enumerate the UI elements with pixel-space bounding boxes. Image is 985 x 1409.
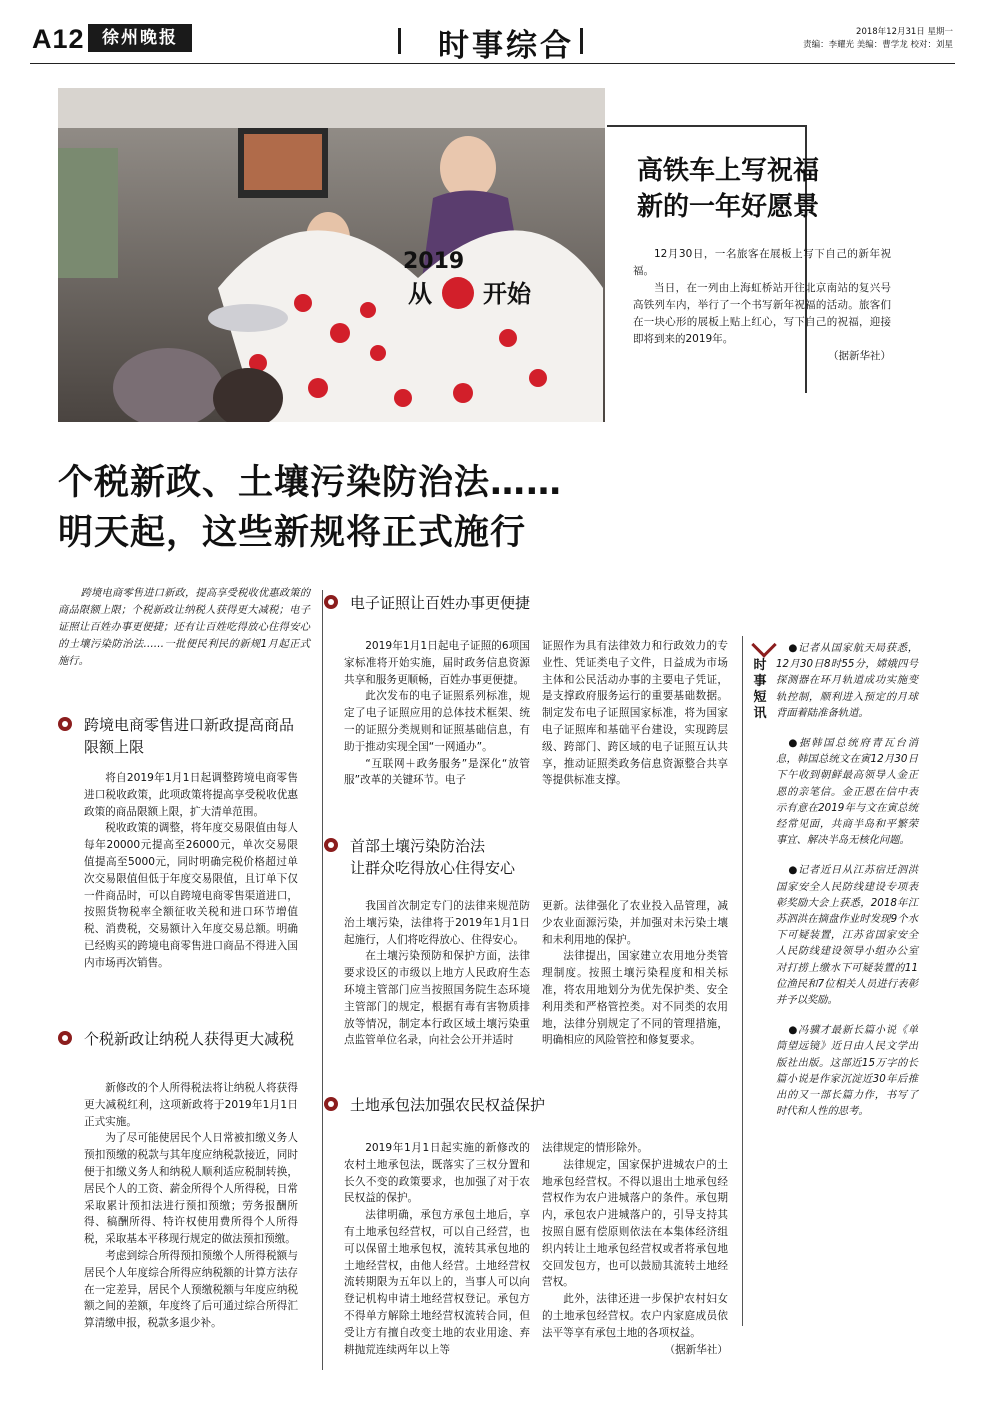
- paragraph: 我国首次制定专门的法律来规范防治土壤污染，法律将于2019年1月1日起施行，人们将吃得放心、住得安心。: [344, 900, 530, 946]
- news-photo: [58, 88, 605, 422]
- paragraph: 2019年1月1日起实施的新修改的农村土地承包法，既落实了三权分置和长久不变的政策要求，也加强了对于农民权益的保护。: [344, 1142, 530, 1205]
- paragraph: 考虑到综合所得预扣预缴个人所得税额与居民个人年度综合所得应纳税额的计算方法存在一定差异，居民个人预缴税额与年度应纳税额之间的差额，年度终了后可通过综合所得汇算清缴申报，税款多退少补。: [84, 1249, 298, 1330]
- section-soil-col2: [542, 898, 728, 1049]
- section-e-license-col2: [542, 638, 728, 789]
- section-e-license-col1: [344, 638, 530, 789]
- bullet-marker-icon: [58, 1031, 72, 1045]
- paragraph: 在土壤污染预防和保护方面，法律要求设区的市级以上地方人民政府生态环境主管部门应当按照国务院生态环境主管部门的规定，根据有毒有害物质排放等情况，制定本行政区域土壤污染重点监管单位名录，向社会公开并适时: [344, 950, 530, 1047]
- paragraph: 法律规定，国家保护进城农户的土地承包经营权。不得以退出土地承包经营权作为农户进城落户的条件。承包期内，承包农户进城落户的，引导支持其按照自愿有偿原则依法在本集体经济组织内转让土地承包经营权或者将承包地交回发包方，也可以鼓励其流转土地经营权。: [542, 1158, 728, 1289]
- paragraph: 为了尽可能使居民个人日常被扣缴义务人预扣预缴的税款与其年度应纳税款接近，同时便于扣缴义务人和纳税人顺利适应税制转换，居民个人的工资、薪金所得个人所得税，日常采取累计预扣法进行预扣预缴；劳务报酬所得、稿酬所得、特许权使用费所得个人所得税，采取基本平移现行规定的做法预扣预缴。: [84, 1132, 298, 1246]
- section-land-col2: [542, 1140, 728, 1358]
- section-land-col1: [344, 1140, 530, 1358]
- main-headline: [58, 458, 562, 558]
- paragraph: 法律明确，承包方承包土地后，享有土地承包经营权，可以自己经营，也可以保留土地承包权，流转其承包地的土地经营权，由他人经营。土地经营权流转期限为五年以上的，当事人可以向登记机构申请土地经营权登记。承包方不得单方解除土地经营权流转合同，但受让方有擅自改变土地的农业用途、弃耕抛荒连续两年以上等: [344, 1209, 530, 1356]
- subhead-text: 土地承包法加强农民权益保护: [350, 1096, 546, 1114]
- headline-line2: 明天起，这些新规将正式施行: [58, 513, 527, 553]
- photo-story-body: [633, 246, 891, 365]
- article-source: （据新华社）: [664, 1343, 728, 1356]
- bullet-marker-icon: [324, 595, 338, 609]
- paragraph: 法律规定的情形除外。: [542, 1142, 648, 1154]
- paper-logo: 徐州晚报: [88, 24, 192, 52]
- header-divider: [580, 28, 583, 54]
- section-income-tax-body: [84, 1080, 298, 1332]
- paragraph: 此外，法律还进一步保护农村妇女的土地承包经营权。农户内家庭成员依法平等享有承包土地的各项权益。: [542, 1293, 728, 1339]
- headline-line1: 个税新政、土壤污染防治法……: [58, 463, 563, 503]
- photo-story-title-line2: 新的一年好愿景: [637, 192, 820, 222]
- bullet-marker-icon: [324, 838, 338, 852]
- section-title: 时事综合: [438, 28, 574, 64]
- header-divider: [398, 28, 401, 54]
- subhead-soil: [350, 835, 730, 879]
- corner-arrow-icon: [751, 632, 776, 657]
- date-text: 2018年12月31日 星期一: [856, 27, 953, 37]
- brief-item: ●据韩国总统府青瓦台消息，韩国总统文在寅12月30日下午收到朝鲜最高领导人金正恩的亲笔信。金正恩在信中表示有意在2019年与文在寅总统经常见面，共商半岛和平繁荣事宜、解决半岛无核化问题。: [776, 737, 918, 847]
- section-cross-border-body: [84, 770, 298, 972]
- bullet-marker-icon: [324, 1097, 338, 1111]
- brief-item: ●记者近日从江苏宿迁泗洪国家安全人民防线建设专项表彰奖励大会上获悉，2018年江苏泗洪在摘盘作业时发现9个水下可疑装置，江苏省国家安全人民防线建设领导小组办公室对打捞上缴水下可疑装置的11位渔民和7位相关人员进行表彰并予以奖励。: [776, 864, 918, 1007]
- brief-item: ●冯骥才最新长篇小说《单筒望远镜》近日由人民文学出版社出版。这部近15万字的长篇小说是作家沉淀近30年后推出的又一部长篇力作，书写了时代和人性的思考。: [776, 1024, 918, 1118]
- brief-item: ●记者从国家航天局获悉，12月30日8时55分，嫦娥四号探测器在环月轨道成功实施变轨控制，顺利进入预定的月球背面着陆准备轨道。: [776, 642, 918, 719]
- subhead-income-tax: [84, 1028, 298, 1050]
- subhead-text: 让群众吃得放心住得安心: [350, 859, 516, 877]
- subhead-text: 首部土壤污染防治法: [350, 837, 486, 855]
- page-number: A12: [32, 24, 85, 54]
- subhead-cross-border: [84, 714, 298, 758]
- paragraph: 2019年1月1日起电子证照的6项国家标准将开始实施，届时政务信息资源共享和服务更顺畅，百姓办事更便捷。: [344, 640, 530, 686]
- photo-story-title-line1: 高铁车上写祝福: [637, 156, 820, 186]
- photo-story-source: （据新华社）: [828, 350, 891, 362]
- news-briefs-label: [752, 636, 776, 722]
- paragraph: 新修改的个人所得税法将让纳税人将获得更大减税红利，这项新政将于2019年1月1日正式实施。: [84, 1082, 298, 1128]
- article-intro: 跨境电商零售进口新政，提高享受税收优惠政策的商品限额上限；个税新政让纳税人获得更大减税；电子证照让百姓办事更便捷；还有让百姓吃得放心住得安心的土壤污染防治法……一批便民利民的新规1月起正式施行。: [58, 587, 310, 667]
- subhead-e-license: [350, 592, 730, 614]
- paragraph: 将自2019年1月1日起调整跨境电商零售进口税收政策，此项政策将提高享受税收优惠政策的商品限额上限，扩大清单范围。: [84, 772, 298, 818]
- dateline: [803, 26, 953, 52]
- paragraph: 法律提出，国家建立农用地分类管理制度。按照土壤污染程度和相关标准，将农用地划分为优先保护类、安全利用类和严格管控类。对不同类的农用地，法律分别规定了不同的管理措施，明确相应的风险管控和修复要求。: [542, 950, 728, 1047]
- subhead-text: 跨境电商零售进口新政提高商品限额上限: [84, 716, 295, 756]
- bullet-marker-icon: [58, 717, 72, 731]
- board-text-start: 开始: [483, 280, 531, 308]
- subhead-text: 个税新政让纳税人获得更大减税: [84, 1030, 295, 1048]
- section-soil-col1: [344, 898, 530, 1049]
- news-briefs: [776, 640, 918, 1133]
- photo-story-title: [637, 153, 907, 225]
- paragraph: 此次发布的电子证照系列标准，规定了电子证照应用的总体技术框架、统一的证照分类规则和证照基础信息，有助于推动实现全国“一网通办”。: [344, 690, 530, 753]
- photo-story-para: 当日，在一列由上海虹桥站开往北京南站的复兴号高铁列车内，举行了一个书写新年祝福的活动。旅客们在一块心形的展板上贴上红心，写下自己的祝福，迎接即将到来的2019年。: [633, 282, 891, 345]
- paragraph: 更新。法律强化了农业投入品管理，减少农业面源污染，并加强对未污染土壤和未利用地的保护。: [542, 900, 728, 946]
- column-rule: [322, 590, 323, 1370]
- paragraph: “互联网＋政务服务”是深化“放管服”改革的关键环节。电子: [344, 757, 530, 787]
- briefs-label-text: 时事短讯: [753, 658, 767, 721]
- subhead-text: 电子证照让百姓办事更便捷: [350, 594, 531, 612]
- subhead-land: [350, 1094, 730, 1116]
- editors-text: 责编：李耀光 美编：曹学龙 校对：刘星: [803, 40, 953, 50]
- column-rule: [742, 636, 743, 1326]
- paragraph: 证照作为具有法律效力和行政效力的专业性、凭证类电子文件，日益成为市场主体和公民活动办事的主要电子凭证，是支撑政府服务运行的重要基础数据。制定发布电子证照国家标准，将为国家电子证照库和基础平台建设，实现跨层级、跨部门、跨区域的电子证照互认共享，推动证照类政务信息资源整合共享等提供标准支撑。: [542, 640, 728, 787]
- page-header: [30, 14, 955, 64]
- board-text-from: 从: [408, 280, 432, 308]
- photo-story-para: 12月30日，一名旅客在展板上写下自己的新年祝福。: [633, 248, 891, 277]
- train-photo-illustration: [58, 88, 605, 422]
- paragraph: 税收政策的调整，将年度交易限值由每人每年20000元提高至26000元，单次交易限值提高至5000元，同时明确完税价格超过单次交易限值但低于年度交易限值，且订单下仅一件商品时，可以自跨境电商零售渠道进口，按照货物税率全额征收关税和进口环节增值税、消费税，交易额计入年度交易总额。明确已经购买的跨境电商零售进口商品不得进入国内市场再次销售。: [84, 822, 298, 969]
- board-text: 2019: [403, 249, 465, 274]
